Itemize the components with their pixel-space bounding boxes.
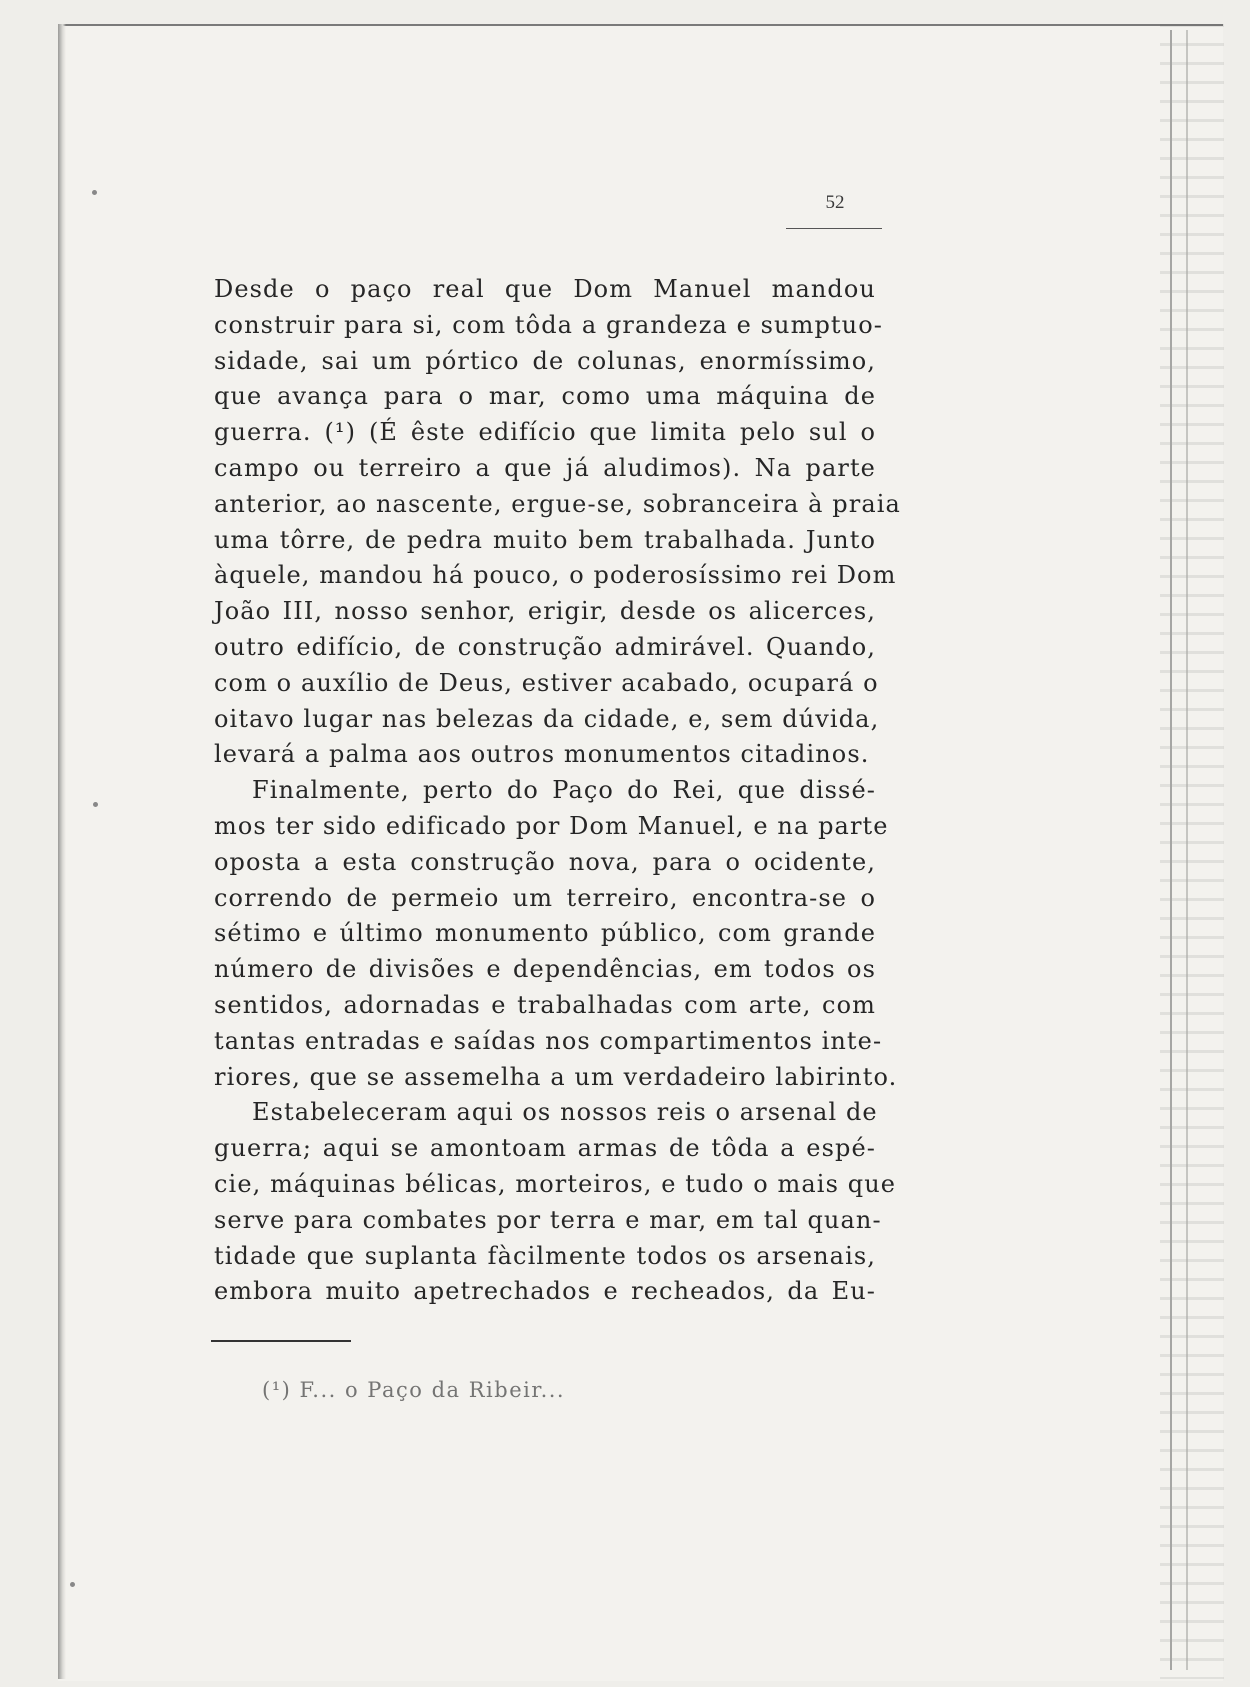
footnote-rule [211,1340,351,1342]
text-line: sidade, sai um pórtico de colunas, enormíssimo, [214,346,876,375]
page-number: 52 [825,192,845,213]
text-line: mos ter sido edificado por Dom Manuel, e na parte [214,811,889,840]
left-page-edge [58,24,66,1679]
body-text [214,272,901,1310]
text-line: sentidos, adornadas e trabalhadas com arte, com [214,990,876,1019]
text-line: àquele, mandou há pouco, o poderosíssimo rei Dom [214,561,897,590]
text-line: Estabeleceram aqui os nossos reis o arsenal de [252,1098,878,1127]
text-line: embora muito apetrechados e recheados, da Eu- [214,1277,876,1306]
text-line: guerra. (¹) (É êste edifício que limita pelo sul o [214,418,876,447]
right-edge-line [1170,30,1172,1670]
scan-speck [70,1582,75,1587]
scan-speck [93,802,98,807]
text-line: Finalmente, perto do Paço do Rei, que dissé- [252,776,876,805]
text-line: com o auxílio de Deus, estiver acabado, ocupará o [214,668,879,697]
page-number-rule [786,228,882,229]
text-line: campo ou terreiro a que já aludimos). Na parte [214,453,876,482]
text-line: oitavo lugar nas belezas da cidade, e, sem dúvida, [214,704,880,733]
text-line: sétimo e último monumento público, com grande [214,919,876,948]
text-line: riores, que se assemelha a um verdadeiro labirinto. [214,1062,898,1091]
text-line: Desde o paço real que Dom Manuel mandou [214,275,876,303]
text-line: serve para combates por terra e mar, em tal quan- [214,1205,882,1234]
text-line: construir para si, com tôda a grandeza e sumptuo- [214,310,883,339]
text-line: levará a palma aos outros monumentos citadinos. [214,740,870,769]
text-line: guerra; aqui se amontoam armas de tôda a espé- [214,1134,876,1163]
text-line: anterior, ao nascente, ergue-se, sobranceira à praia [214,489,901,518]
text-line: tantas entradas e saídas nos compartimentos inte- [214,1026,883,1055]
text-line: número de divisões e dependências, em todos os [214,955,876,984]
scan-speck [92,190,97,195]
text-line: cie, máquinas bélicas, morteiros, e tudo o mais que [214,1169,897,1198]
footnote: (¹) F... o Paço da Ribeir... [262,1378,566,1402]
text-line: correndo de permeio um terreiro, encontra-se o [214,883,876,912]
text-line: uma tôrre, de pedra muito bem trabalhada. Junto [214,525,876,554]
right-edge-line [1186,30,1188,1670]
text-line: oposta a esta construção nova, para o ocidente, [214,847,876,876]
text-line: João III, nosso senhor, erigir, desde os alicerces, [214,597,876,626]
text-line: tidade que suplanta fàcilmente todos os arsenais, [214,1241,876,1270]
text-line: outro edifício, de construção admirável. Quando, [214,632,876,661]
text-line: que avança para o mar, como uma máquina de [214,382,876,411]
